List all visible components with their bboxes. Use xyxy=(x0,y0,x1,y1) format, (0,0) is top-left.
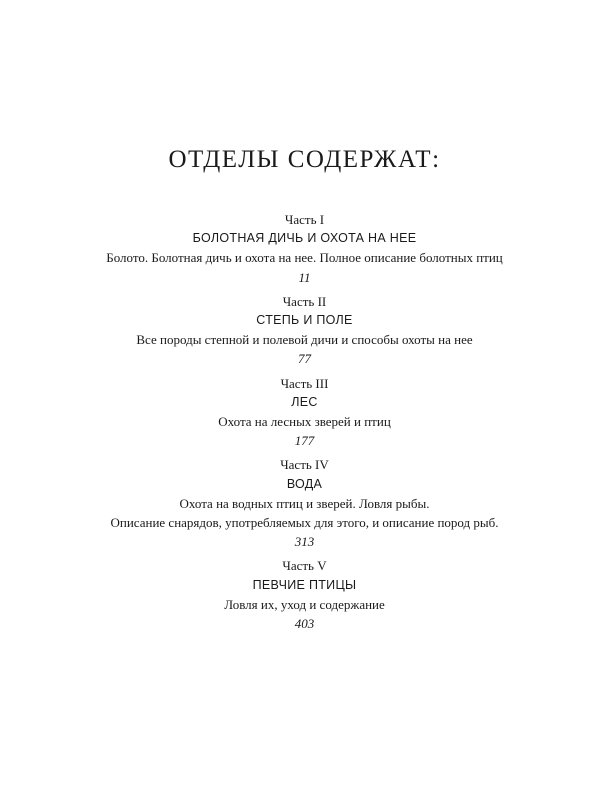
part-page-number: 313 xyxy=(294,534,315,550)
part-description: Описание снарядов, употребляемых для этого, и описание пород рыб. xyxy=(110,515,499,531)
part-label: Часть IV xyxy=(280,457,329,473)
part-description: Охота на водных птиц и зверей. Ловля рыбы. xyxy=(179,495,430,511)
part-title: ПЕВЧИЕ ПТИЦЫ xyxy=(252,577,357,592)
toc-part-2 xyxy=(0,292,609,369)
part-description: Охота на лесных зверей и птиц xyxy=(218,414,391,430)
part-title: ЛЕС xyxy=(291,394,318,409)
part-title: ВОДА xyxy=(286,476,323,491)
part-label: Часть III xyxy=(280,375,329,391)
toc-part-3 xyxy=(0,374,609,451)
contents-heading: ОТДЕЛЫ СОДЕРЖАТ: xyxy=(168,146,441,173)
part-page-number: 11 xyxy=(298,269,311,285)
toc-part-4 xyxy=(0,455,609,551)
part-page-number: 403 xyxy=(294,616,315,632)
part-title: БОЛОТНАЯ ДИЧЬ И ОХОТА НА НЕЕ xyxy=(192,231,417,246)
toc-part-5 xyxy=(0,556,609,633)
part-page-number: 77 xyxy=(298,351,311,367)
part-title: СТЕПЬ И ПОЛЕ xyxy=(256,313,353,328)
toc-part-1 xyxy=(0,210,609,287)
part-description: Болото. Болотная дичь и охота на нее. Полное описание болотных птиц xyxy=(106,250,503,266)
part-label: Часть V xyxy=(282,558,327,574)
part-label: Часть I xyxy=(284,212,325,227)
part-label: Часть II xyxy=(282,293,327,309)
part-description: Все породы степной и полевой дичи и способы охоты на нее xyxy=(136,332,473,348)
part-description: Ловля их, уход и содержание xyxy=(224,596,385,612)
part-page-number: 177 xyxy=(294,433,315,449)
table-of-contents xyxy=(0,210,609,638)
